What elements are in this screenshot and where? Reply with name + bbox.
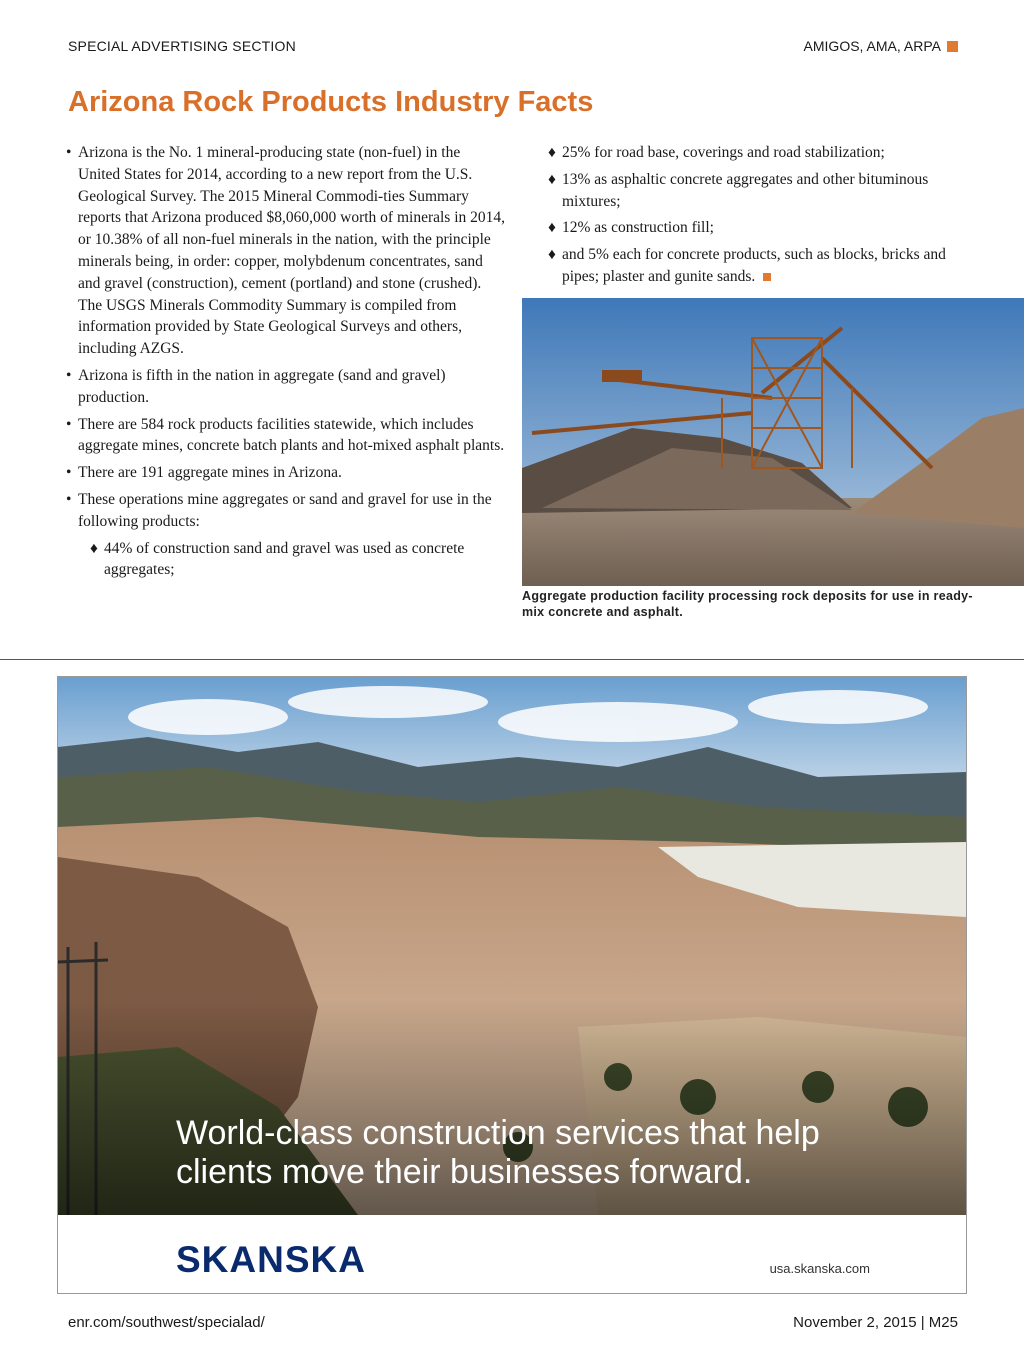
- diamond-icon: ♦: [548, 170, 556, 188]
- skanska-logo-text: SKANSKA: [176, 1243, 366, 1275]
- fact-bullet: • These operations mine aggregates or sand and gravel for use in the following products:: [66, 489, 506, 533]
- ad-tagline-line1: World-class construction services that help: [176, 1114, 820, 1152]
- skanska-advertisement: [57, 676, 967, 1294]
- product-sub-item: [548, 142, 948, 164]
- footer-date-page: November 2, 2015 | M25: [793, 1314, 958, 1331]
- product-sub-item: [548, 217, 948, 239]
- ad-tagline-line2: clients move their businesses forward.: [176, 1153, 753, 1191]
- fact-bullet: • There are 191 aggregate mines in Arizona.: [66, 462, 506, 484]
- left-column: [66, 142, 506, 586]
- diamond-icon: ♦: [548, 144, 556, 161]
- article-title: Arizona Rock Products Industry Facts: [68, 86, 594, 118]
- photo-caption: Aggregate production facility processing rock deposits for use in ready-mix concrete and asphalt.: [522, 589, 973, 619]
- product-sub-item: [66, 538, 506, 582]
- right-column: [548, 142, 948, 293]
- product-sub-text: 13% as asphaltic concrete aggregates and other bituminous mixtures;: [562, 170, 929, 210]
- fact-bullet: • Arizona is fifth in the nation in aggregate (sand and gravel) production.: [66, 365, 506, 409]
- product-sub-text: 44% of construction sand and gravel was used as concrete aggregates;: [104, 539, 465, 579]
- section-label: SPECIAL ADVERTISING SECTION: [68, 38, 296, 54]
- section-divider: [0, 659, 1024, 660]
- association-label: [804, 38, 958, 54]
- mine-site-photo: [58, 677, 966, 1215]
- association-text: AMIGOS, AMA, ARPA: [803, 38, 941, 54]
- product-sub-text: 25% for road base, coverings and road stabilization;: [562, 144, 885, 161]
- product-sub-item: [548, 169, 948, 213]
- ad-tagline: [176, 1114, 936, 1192]
- ad-url[interactable]: usa.skanska.com: [769, 1261, 870, 1276]
- product-sub-item: [548, 244, 948, 288]
- fact-bullet: • There are 584 rock products facilities statewide, which includes aggregate mines, concrete batch plants and hot-mixed asphalt plants.: [66, 414, 506, 458]
- skanska-logo: [176, 1243, 396, 1280]
- product-sub-text: and 5% each for concrete products, such as blocks, bricks and pipes; plaster and gunite sands.: [562, 246, 946, 285]
- aggregate-facility-photo: [522, 298, 1024, 586]
- diamond-icon: ♦: [90, 539, 98, 557]
- end-mark-icon: [763, 273, 771, 281]
- orange-square-icon: [947, 41, 958, 52]
- product-sub-text: 12% as construction fill;: [562, 219, 714, 237]
- diamond-icon: ♦: [548, 246, 556, 264]
- fact-bullet: • Arizona is the No. 1 mineral-producing state (non-fuel) in the United States for 2014, according to a new report from the U.S. Geological Survey. The 2015 Mineral Commodi-ties Summary reports that Arizona produced $8,060,000 worth of minerals in 2014, or 10.38% of all non-fuel minerals in the nation, with the principle minerals being, in order: copper, molybdenum concentrates, sand and gravel (construction), cement (portland) and stone (crushed). The USGS Minerals Commodity Summary is compiled from information provided by State Geological Surveys and others, including AZGS.: [66, 142, 506, 360]
- diamond-icon: ♦: [548, 219, 556, 237]
- footer-url[interactable]: enr.com/southwest/specialad/: [68, 1314, 265, 1331]
